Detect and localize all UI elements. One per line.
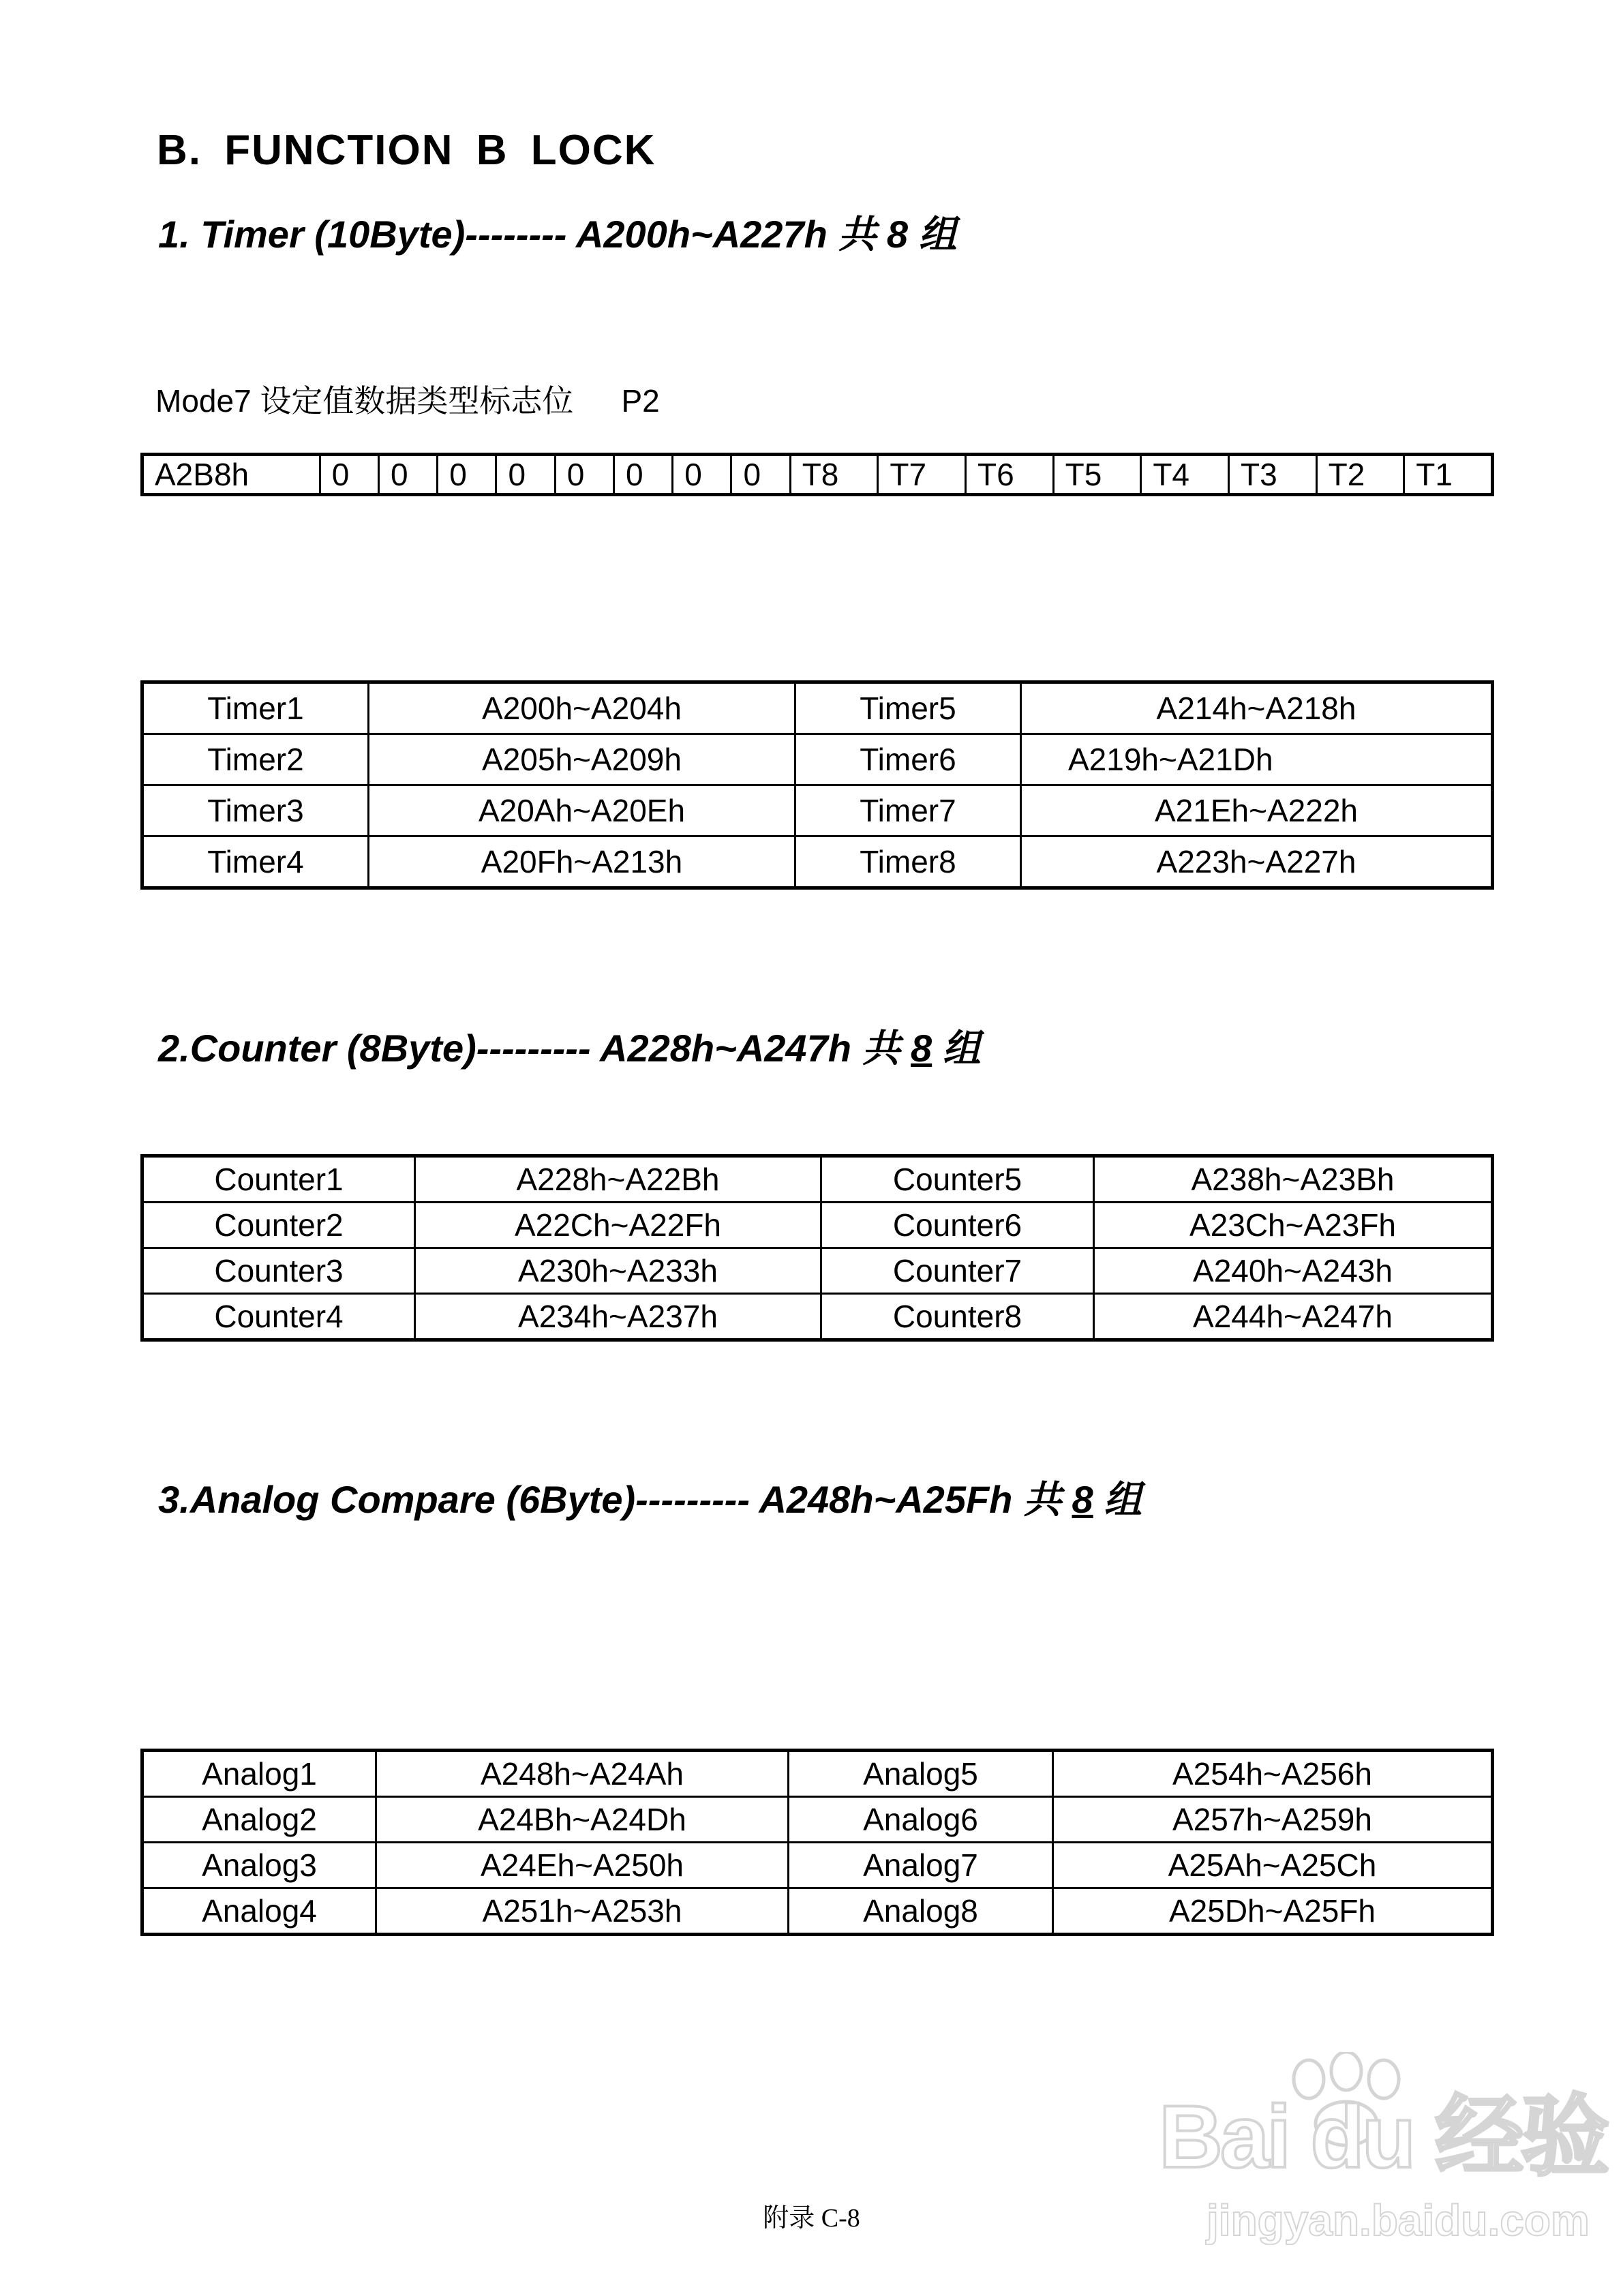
counter-address: A238h~A23Bh [1094,1156,1493,1203]
table-row [142,1156,1493,1203]
analog-section-title [158,1470,1142,1524]
analog-title-prefix: 3.Analog Compare (6Byte)--------- A248h~A25Fh 共 [158,1478,1072,1521]
timer-name: Timer8 [795,836,1021,888]
counter-address: A240h~A243h [1094,1248,1493,1294]
analog-address: A24Bh~A24Dh [376,1797,789,1843]
analog-name: Analog2 [142,1797,376,1843]
counter-address: A244h~A247h [1094,1294,1493,1340]
timer-name: Timer4 [142,836,369,888]
counter-name: Counter7 [821,1248,1094,1294]
register-bit: T3 [1228,455,1316,495]
watermark-url: jingyan.baidu.com [1207,2196,1590,2245]
analog-name: Analog8 [789,1888,1053,1935]
mode7-label: Mode7 设定值数据类型标志位 [155,383,574,419]
table-row [142,785,1493,836]
timer-address: A214h~A218h [1021,682,1493,734]
table-row [142,1751,1493,1797]
counter-address: A234h~A237h [415,1294,821,1340]
counter-title-number: 8 [911,1027,932,1070]
analog-address: A248h~A24Ah [376,1751,789,1797]
table-row [142,682,1493,734]
counter-address: A228h~A22Bh [415,1156,821,1203]
counter-address-table [140,1154,1494,1342]
counter-title-suffix: 组 [932,1027,981,1070]
timer-name: Timer1 [142,682,369,734]
analog-address: A254h~A256h [1053,1751,1493,1797]
table-row [142,1294,1493,1340]
analog-address: A25Ah~A25Ch [1053,1843,1493,1888]
timer-name: Timer6 [795,734,1021,785]
counter-name: Counter6 [821,1203,1094,1248]
timer-name: Timer7 [795,785,1021,836]
mode7-value: P2 [621,383,660,419]
register-bit: T2 [1316,455,1404,495]
timer-address: A223h~A227h [1021,836,1493,888]
timer-name: Timer5 [795,682,1021,734]
register-bit: 0 [496,455,555,495]
register-address: A2B8h [142,455,320,495]
table-row [142,734,1493,785]
watermark-logo-text: Bai du 经验 [1159,2087,1607,2186]
timer-title-prefix: 1. Timer (10Byte)-------- A200h~A227h 共 [158,213,887,256]
timer-address: A20Fh~A213h [369,836,795,888]
register-bit: T1 [1404,455,1493,495]
register-bit: 0 [438,455,496,495]
page-heading: B. FUNCTION B LOCK [157,127,656,174]
analog-address: A257h~A259h [1053,1797,1493,1843]
analog-address: A24Eh~A250h [376,1843,789,1888]
table-row [142,1203,1493,1248]
timer-title-suffix: 组 [908,213,957,256]
register-bit: 0 [555,455,613,495]
analog-name: Analog7 [789,1843,1053,1888]
analog-name: Analog4 [142,1888,376,1935]
register-bit-table [140,453,1494,496]
register-bit: T6 [966,455,1054,495]
timer-address: A219h~A21Dh [1021,734,1493,785]
register-bit: 0 [320,455,378,495]
analog-address: A25Dh~A25Fh [1053,1888,1493,1935]
register-bit: T5 [1053,455,1141,495]
counter-section-title [158,1018,981,1073]
counter-name: Counter1 [142,1156,415,1203]
register-row [142,455,1493,495]
register-bit: 0 [673,455,731,495]
register-bit: 0 [731,455,790,495]
analog-title-suffix: 组 [1093,1478,1142,1521]
table-row [142,1843,1493,1888]
table-row [142,1248,1493,1294]
register-bit: 0 [613,455,672,495]
counter-address: A23Ch~A23Fh [1094,1203,1493,1248]
analog-name: Analog6 [789,1797,1053,1843]
timer-address-table [140,680,1494,890]
analog-name: Analog5 [789,1751,1053,1797]
register-bit: T7 [878,455,966,495]
register-bit: 0 [378,455,437,495]
timer-address: A200h~A204h [369,682,795,734]
analog-address: A251h~A253h [376,1888,789,1935]
table-row [142,836,1493,888]
timer-section-title [158,205,957,259]
timer-title-number: 8 [886,213,909,256]
counter-name: Counter5 [821,1156,1094,1203]
counter-name: Counter2 [142,1203,415,1248]
page-footer: 附录 C-8 [763,2204,860,2233]
counter-title-prefix: 2.Counter (8Byte)--------- A228h~A247h 共 [158,1027,911,1070]
counter-name: Counter8 [821,1294,1094,1340]
table-row [142,1888,1493,1935]
timer-name: Timer3 [142,785,369,836]
timer-address: A205h~A209h [369,734,795,785]
timer-address: A20Ah~A20Eh [369,785,795,836]
counter-name: Counter4 [142,1294,415,1340]
analog-address-table [140,1749,1494,1936]
counter-address: A22Ch~A22Fh [415,1203,821,1248]
timer-name: Timer2 [142,734,369,785]
analog-title-number: 8 [1072,1478,1093,1521]
counter-name: Counter3 [142,1248,415,1294]
analog-name: Analog3 [142,1843,376,1888]
timer-address: A21Eh~A222h [1021,785,1493,836]
table-row [142,1797,1493,1843]
register-bit: T8 [790,455,878,495]
mode7-flag-line [155,376,660,421]
analog-name: Analog1 [142,1751,376,1797]
counter-address: A230h~A233h [415,1248,821,1294]
register-bit: T4 [1141,455,1229,495]
